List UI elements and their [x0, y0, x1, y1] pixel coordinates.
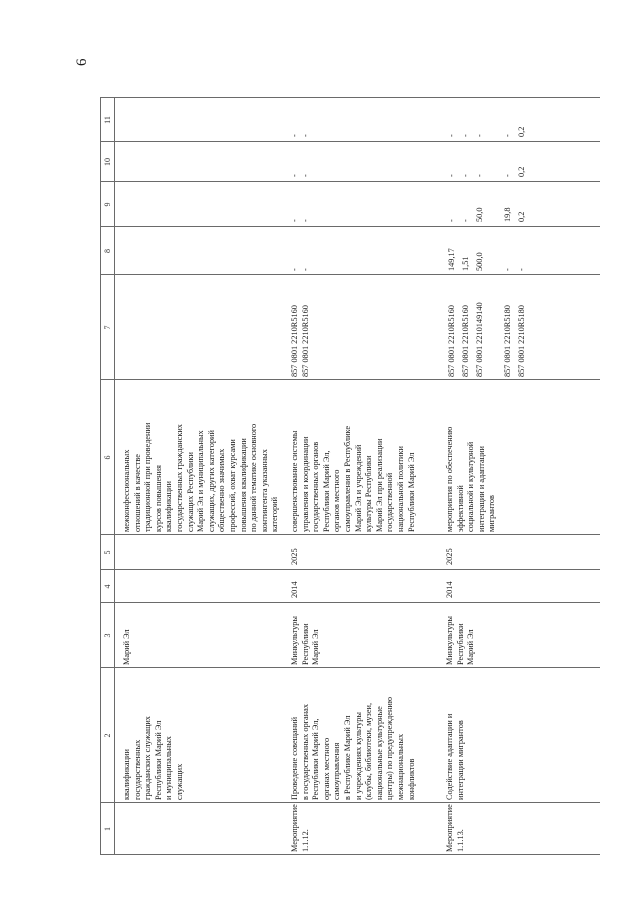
col-number-1: 1 — [103, 827, 112, 831]
col-number-10: 10 — [103, 158, 112, 166]
col-border — [100, 274, 600, 275]
row0-executor: Марий Эл — [122, 629, 131, 665]
col-number-11: 11 — [103, 116, 112, 124]
col-border — [100, 141, 600, 142]
row1-col8: - - — [290, 268, 310, 271]
col-border — [100, 97, 600, 98]
row1-measure-name: Проведение совещаний в государственных органах Республики Марий Эл, органах местного самоуправления в Республике Марий Эл и учреждениях культуры (клубы, библиотеки, музеи, национальные культурные центры) по предупреждению межнациональных конфликтов — [290, 696, 416, 800]
row2-col11: - - - - 0,2 — [447, 126, 526, 137]
row2-col10: - - - - 0,2 — [447, 166, 526, 177]
row2-measure-name: Содействие адаптации и интеграции мигрантов — [445, 713, 465, 800]
row1-measure-id: Мероприятие 1.1.12. — [290, 804, 310, 852]
program-table — [100, 98, 600, 855]
col-number-4: 4 — [103, 584, 112, 589]
row2-col8: 149,17 1,51 500,0 - - — [447, 248, 526, 271]
col-number-5: 5 — [103, 550, 112, 555]
col-border — [100, 534, 600, 535]
col-border — [100, 602, 600, 603]
col-border — [100, 667, 600, 668]
row2-budget-codes: 857 0801 2210R5160 857 0801 2210R5160 857 0801 2210149140 857 0801 2210R5180 857 0801 2210R5180 — [447, 302, 526, 377]
col-border — [100, 226, 600, 227]
row0-measure-name: квалификации государственных гражданских служащих Республики Марий Эл и муниципальных служащих — [122, 716, 184, 800]
row1-col10: - - — [290, 174, 310, 177]
row2-col9: - - 50,0 19,8 0,2 — [447, 207, 526, 222]
col-number-2: 2 — [103, 733, 112, 738]
row2-expected-result: мероприятия по обеспечению эффективной социальной и культурной интеграции и адаптации мигрантов — [445, 426, 497, 532]
row1-col11: - - — [290, 134, 310, 137]
row1-col9: - - — [290, 219, 310, 222]
col-number-3: 3 — [103, 633, 112, 638]
row2-start-year: 2014 — [445, 581, 454, 598]
row0-expected-result: межконфессиональных отношений в качестве традиционной при проведении курсов повышения квалификации государственных гражданских служащих Республики Марий Эл и муниципальных служащих, других категорий общественно значимых профессий, охват курсами повышения квалификации по данной тематике основного контингента указанных категорий — [122, 422, 280, 532]
header-bottom-border — [114, 98, 115, 855]
row2-executor: Минкультуры Республики Марий Эл — [445, 616, 476, 665]
col-border — [100, 181, 600, 182]
row1-start-year: 2014 — [290, 581, 299, 598]
col-number-9: 9 — [103, 202, 112, 207]
col-number-8: 8 — [103, 249, 112, 253]
table-top-border — [100, 98, 101, 855]
row1-expected-result: совершенствование системы управления и координации государственных органов Республики Марий Эл, органов местного самоуправления в Республике Марий Эл и учреждений культуры Республики Марий Эл при реализации государственной национальной политики Республики Марий Эл — [290, 425, 416, 532]
row1-end-year: 2025 — [290, 548, 299, 565]
col-border — [100, 802, 600, 803]
page-number: 6 — [74, 58, 90, 66]
col-border — [100, 379, 600, 380]
col-number-7: 7 — [103, 325, 112, 330]
row1-executor: Минкультуры Республики Марий Эл — [290, 616, 321, 665]
row1-budget-codes: 857 0801 2210R5160 857 0801 2210R5160 — [290, 305, 310, 377]
col-number-6: 6 — [103, 455, 112, 460]
col-border — [100, 569, 600, 570]
row2-end-year: 2025 — [445, 548, 454, 565]
col-border — [100, 854, 600, 855]
row2-measure-id: Мероприятие 1.1.13. — [445, 804, 465, 852]
